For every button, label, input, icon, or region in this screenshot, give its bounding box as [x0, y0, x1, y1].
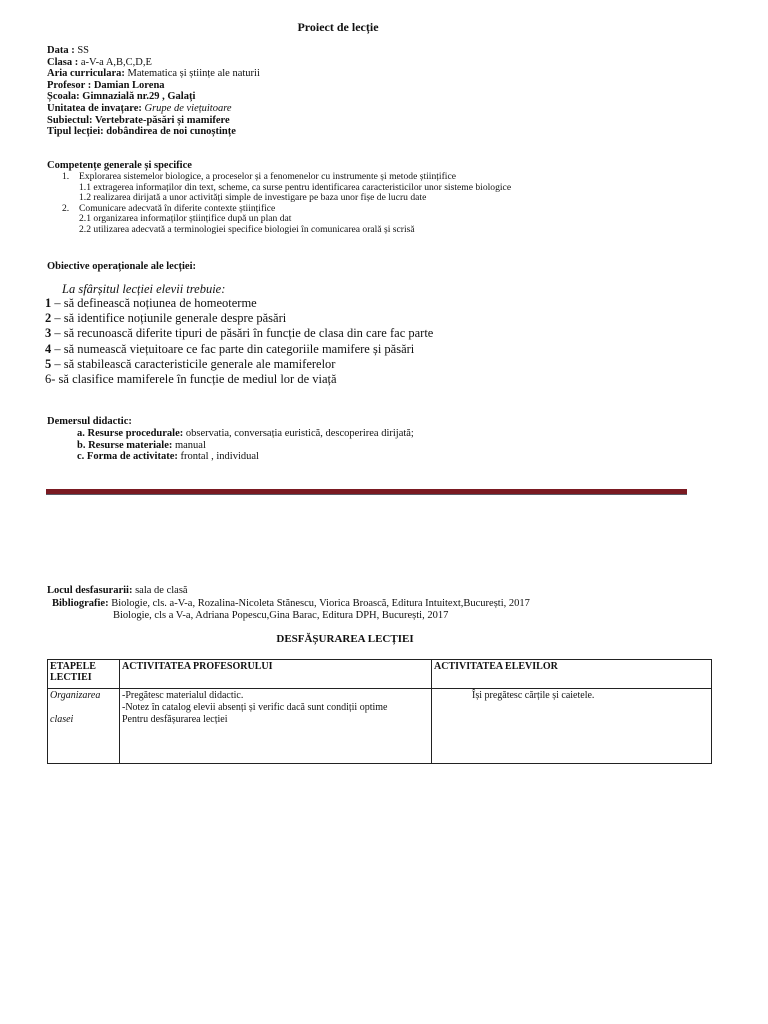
date-value: SS	[74, 45, 90, 56]
subject-text: Subiectul: Vertebrate-păsări și mamifere	[47, 114, 230, 126]
stage-cell	[48, 689, 120, 764]
objectives-list	[45, 296, 433, 387]
bibliography-entry: Biologie, cls. a-V-a, Rozalina-Nicoleta Stănescu, Viorica Broască, Editura Intuitext,București, 2017	[108, 597, 530, 609]
area-label: Aria curriculara:	[47, 68, 125, 80]
competence-subitem: 2.1 organizarea informaților științifice după un plan dat	[79, 213, 292, 225]
objective-text: – să identifice noțiunile generale despre păsări	[51, 311, 287, 326]
objective-number: 2	[45, 311, 52, 326]
objective-item	[45, 311, 433, 326]
objective-number: 6-	[45, 372, 56, 387]
unit-label: Unitatea de invațare:	[47, 102, 142, 114]
bibliography-entry: Biologie, cls a V-a, Adriana Popescu,Gina Barac, Editura DPH, București, 2017	[113, 610, 449, 621]
page-divider	[46, 489, 687, 495]
table-row	[48, 689, 712, 764]
objective-item	[45, 372, 433, 387]
competence-text: Comunicare adecvată în diferite contexte științifice	[79, 202, 276, 214]
competences-list	[47, 172, 511, 236]
teacher-text: Profesor : Damian Lorena	[47, 79, 165, 91]
lesson-type-row	[47, 126, 260, 138]
objective-item	[45, 326, 433, 341]
competence-item	[47, 172, 511, 183]
objective-number: 4	[45, 341, 52, 356]
location-label: Locul desfasurarii:	[47, 585, 133, 596]
area-row	[47, 68, 260, 80]
class-label: Clasa :	[47, 56, 79, 68]
teacher-activity-line: -Notez în catalog elevii absenți și verific dacă sunt condiții optime	[122, 702, 388, 713]
unit-value: Grupe de viețuitoare	[141, 102, 232, 114]
bibliography-label: Bibliografie:	[52, 597, 109, 609]
bibliography-row	[47, 610, 530, 623]
teacher-activity-cell	[120, 689, 432, 764]
competence-subitem: 1.2 realizarea dirijată a unor activități simple de investigare pe baza unor fișe de lucru date	[79, 192, 427, 204]
location-value: sala de clasă	[132, 585, 188, 596]
stage-line: clasei	[50, 714, 74, 725]
location-bibliography	[47, 585, 530, 623]
class-value: a-V-a A,B,C,D,E	[78, 56, 152, 68]
area-value: Matematica și științe ale naturii	[124, 68, 260, 80]
objective-text: – să recunoască diferite tipuri de păsări în funcție de clasa din care fac parte	[51, 326, 434, 341]
objectives-intro: La sfârșitul lecției elevii trebuie:	[62, 282, 226, 296]
stage-line: Organizarea	[50, 690, 101, 701]
competence-subitem: 2.2 utilizarea adecvată a terminologiei specifice biologiei în comunicarea orală și scrisă	[79, 223, 415, 235]
competence-text: Explorarea sistemelor biologice, a proceselor și a fenomenelor cu instrumente și metode științifice	[79, 171, 456, 182]
demers-item	[77, 440, 414, 452]
objectives-heading: Obiective operaționale ale lecției:	[47, 261, 196, 272]
objective-text: – să definească noțiunea de homeoterme	[51, 296, 257, 310]
objective-number: 5	[45, 356, 52, 371]
teacher-activity-line: Pentru desfășurarea lecției	[122, 714, 228, 725]
class-row	[47, 57, 260, 69]
table-header-row	[48, 660, 712, 689]
competence-number: 1.	[62, 171, 70, 182]
demers-label: c. Forma de activitate:	[77, 451, 178, 463]
student-activity-cell	[432, 689, 712, 764]
school-row	[47, 91, 260, 103]
unit-row	[47, 103, 260, 115]
bibliography-row	[47, 598, 530, 611]
teacher-activity-line: -Pregătesc materialul didactic.	[122, 690, 244, 701]
lesson-table	[47, 659, 712, 764]
teacher-row	[47, 80, 260, 92]
objective-number: 3	[45, 326, 52, 341]
subject-row	[47, 115, 260, 127]
objective-item	[45, 357, 433, 372]
lesson-metadata	[47, 45, 260, 138]
demers-list	[77, 428, 414, 463]
demers-value: observatia, conversația euristică, descoperirea dirijată;	[183, 428, 414, 439]
document-title: Proiect de lecție	[297, 20, 379, 34]
demers-label: b. Resurse materiale:	[77, 439, 173, 451]
competences-heading: Competențe generale și specifice	[47, 160, 192, 171]
demers-heading: Demersul didactic:	[47, 416, 132, 427]
objective-text: – să numească viețuitoare ce fac parte din categoriile mamifere și păsări	[51, 341, 415, 356]
column-header: ACTIVITATEA ELEVILOR	[432, 660, 712, 689]
objective-text: – să stabilească caracteristicile generale ale mamiferelor	[51, 356, 336, 371]
demers-item	[77, 451, 414, 463]
demers-item	[77, 428, 414, 440]
competence-subitem: 1.1 extragerea informaților din text, scheme, ca surse pentru identificarea caracteristicilor unor sisteme biologice	[79, 181, 512, 193]
lesson-type-text: Tipul lecției: dobândirea de noi cunoștințe	[47, 126, 236, 138]
demers-value: frontal , individual	[177, 451, 259, 463]
objective-item	[45, 296, 433, 311]
date-label: Data :	[47, 45, 75, 56]
objective-text: să clasifice mamiferele în funcție de mediul lor de viață	[55, 372, 337, 387]
objective-item	[45, 342, 433, 357]
column-header: ACTIVITATEA PROFESORULUI	[120, 660, 432, 689]
school-text: Școala: Gimnazială nr.29 , Galați	[47, 91, 196, 103]
demers-value: manual	[172, 439, 206, 451]
column-header: ETAPELE LECTIEI	[48, 660, 120, 689]
location-row	[47, 585, 530, 598]
competence-number: 2.	[62, 202, 70, 214]
section-title: DESFĂȘURAREA LECȚIEI	[276, 633, 414, 645]
stage-spacer	[50, 702, 117, 714]
student-activity-line: Își pregătesc cărțile și caietele.	[472, 690, 595, 701]
objective-number: 1	[45, 296, 52, 310]
date-row	[47, 45, 260, 57]
demers-label: a. Resurse procedurale:	[77, 428, 184, 439]
